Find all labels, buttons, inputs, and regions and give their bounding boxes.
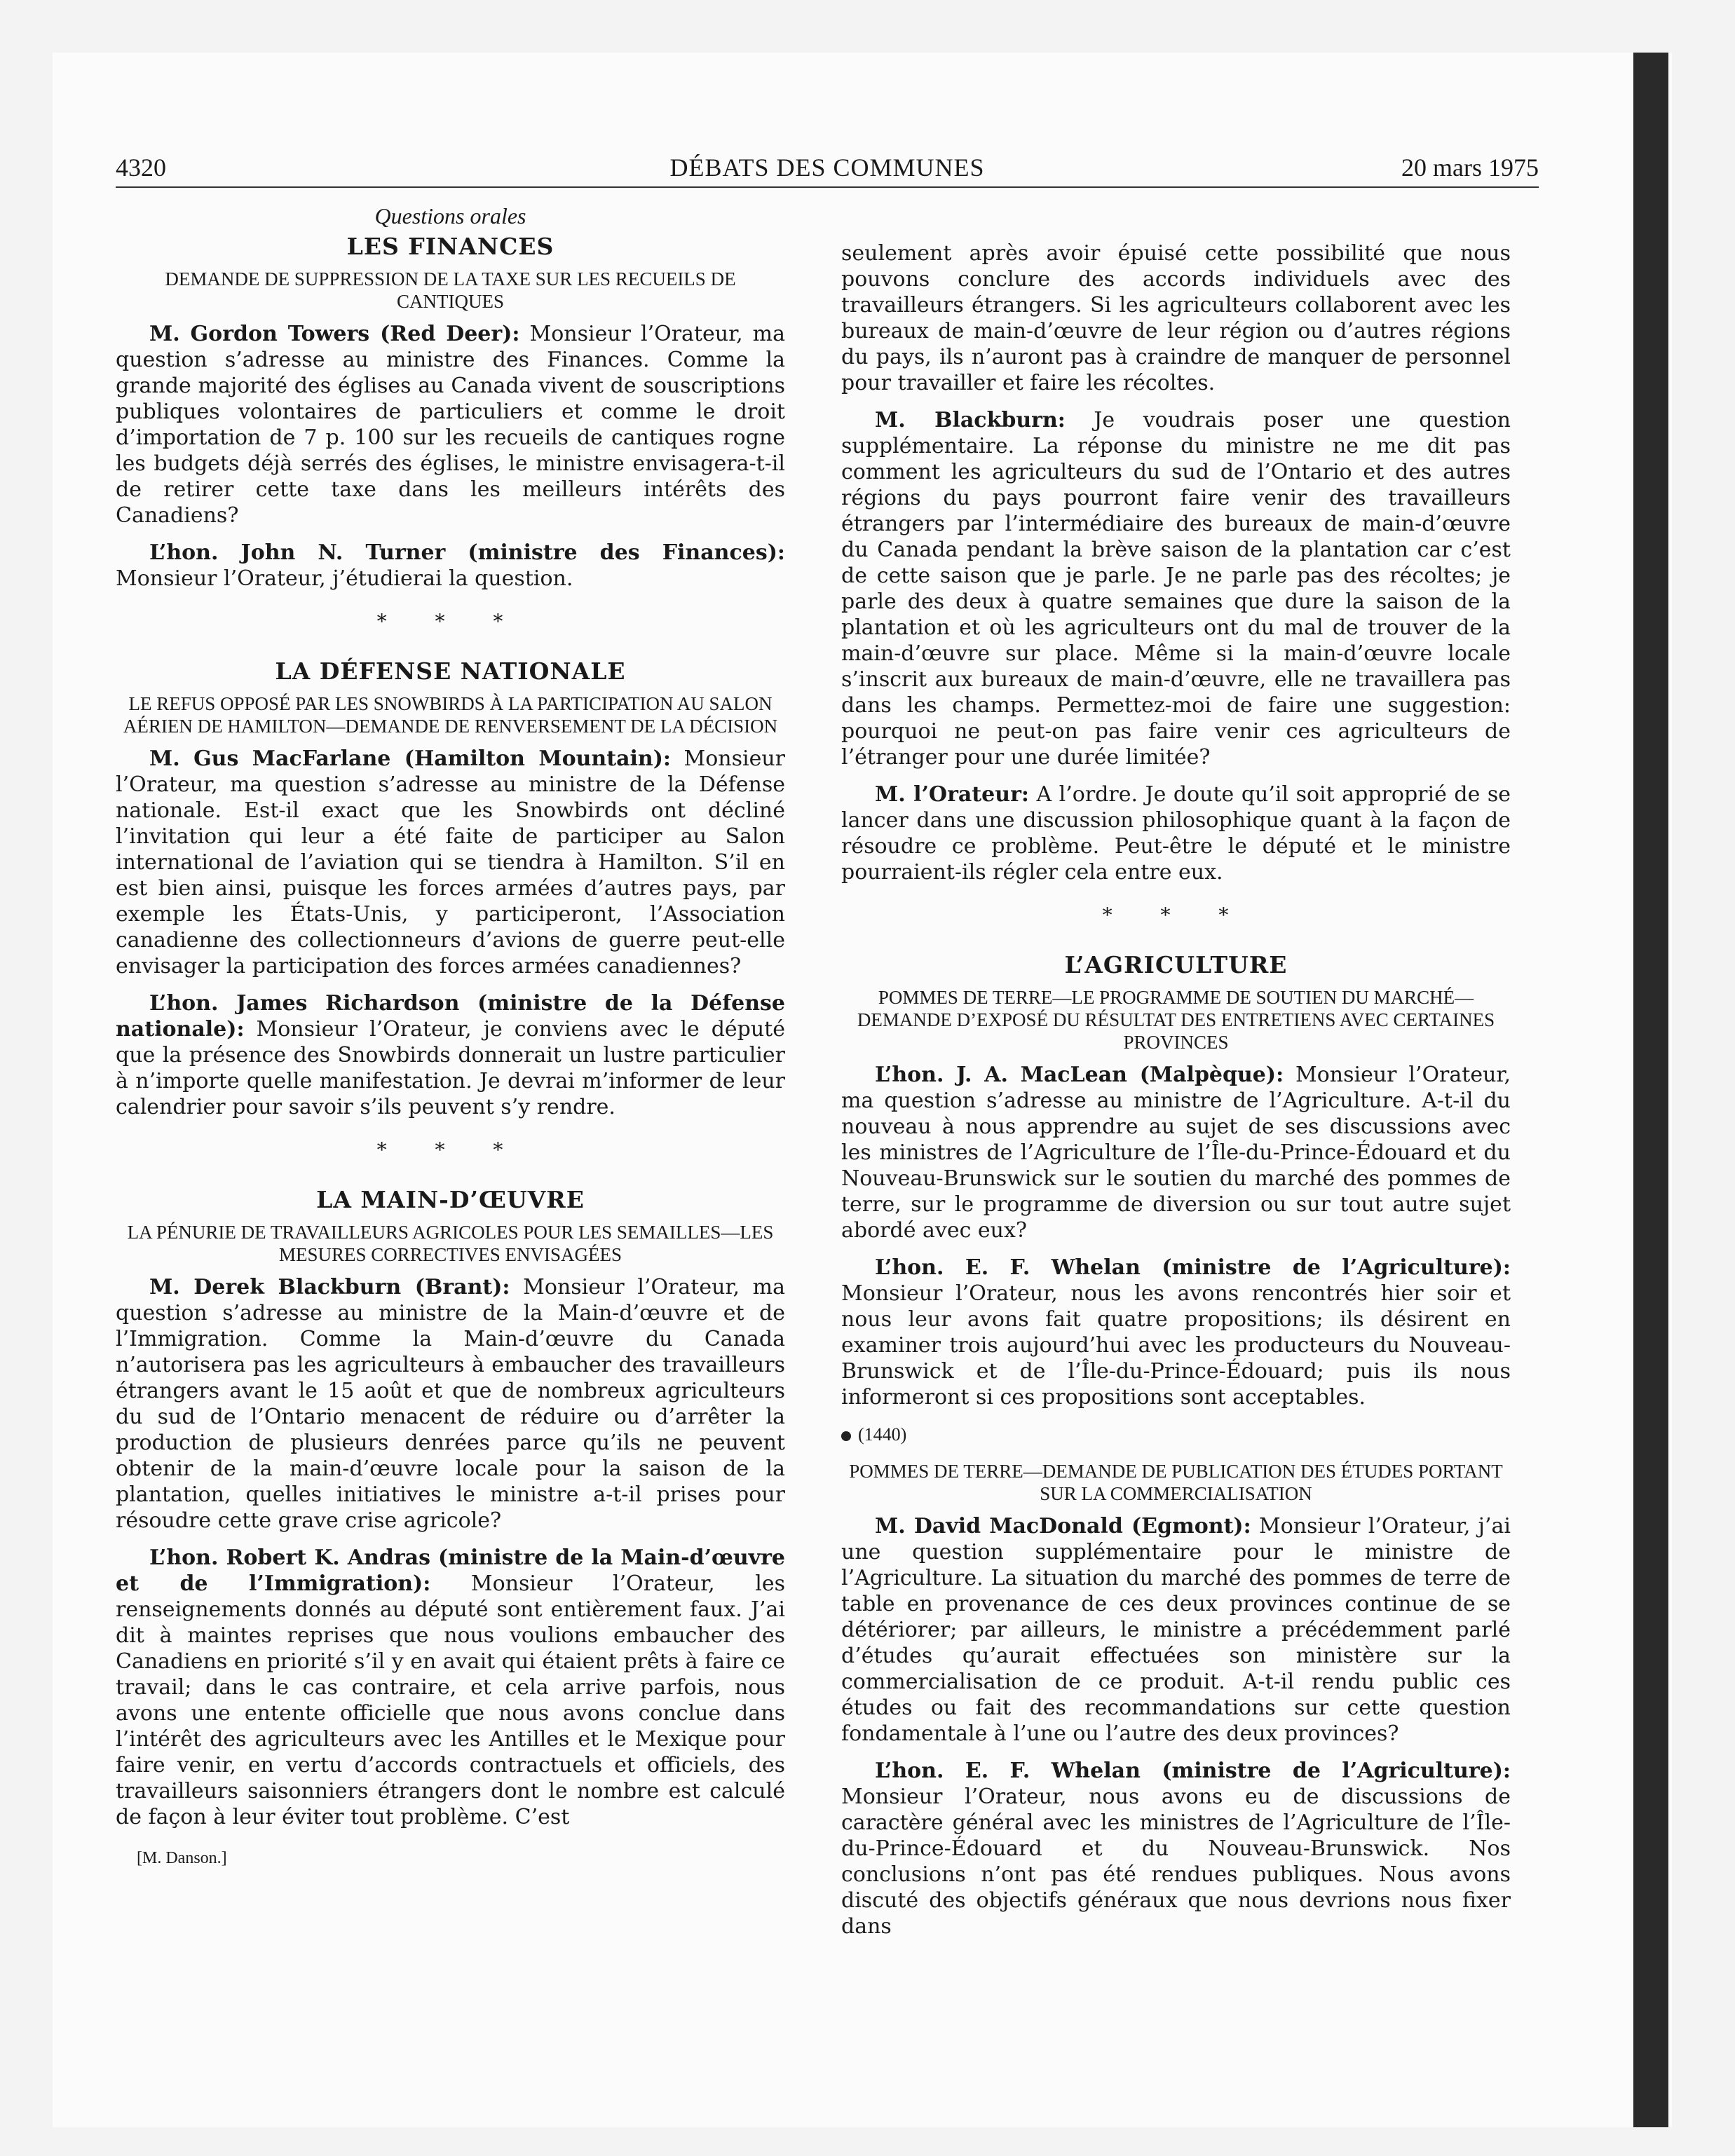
continued-paragraph bbox=[841, 240, 1511, 396]
time-marker bbox=[841, 1421, 1511, 1447]
section-separator: * * * bbox=[376, 610, 524, 633]
time-marker-label: (1440) bbox=[858, 1424, 907, 1445]
left-column bbox=[116, 203, 785, 1871]
speaker-name: M. Blackburn: bbox=[875, 408, 1066, 432]
subtitle-commercialisation: POMMES DE TERRE—DEMANDE DE PUBLICATION DES ÉTUDES PORTANT SUR LA COMMERCIALISATION bbox=[849, 1461, 1503, 1504]
speech-text: A l’ordre. Je doute qu’il soit approprié de se lancer dans une discussion philosophique quant à la façon de résoudre ce problème. Peut-être le député et le ministre pourraient-ils régler cela entre eux. bbox=[841, 782, 1511, 885]
speech-text: Monsieur l’Orateur, les renseignements donnés au député sont entièrement faux. J’ai dit à maintes reprises que nous voulions embaucher des Canadiens en priorité s’il y en avait qui étaient prêts à faire ce travail; dans le cas contraire, et cela arrive parfois, nous avons une entente officielle que nous avons conclue dans l’intérêt des agriculteurs avec les Antilles et le Mexique pour faire venir, en vertu d’accords contractuels et officiels, des travailleurs saisonniers étrangers dont le nombre est calculé de façon à leur éviter tout problème. C’est bbox=[116, 1571, 786, 1829]
speech-text: Monsieur l’Orateur, nous les avons rencontrés hier soir et nous leur avons fait quatre propositions; ils désirent en examiner trois aujourd’hui avec les producteurs du Nouveau-Brunswick et de l’Île-du-Prince-Édouard; puis ils nous informeront si ces propositions sont acceptables. bbox=[841, 1281, 1511, 1410]
paragraph bbox=[116, 540, 785, 592]
publication-title: DÉBATS DES COMMUNES bbox=[669, 153, 985, 182]
speech-text: Monsieur l’Orateur, ma question s’adresse au ministre des Finances. Comme la grande majorité des églises au Canada vivent de souscriptions publiques volontaires de particuliers et comme le droit d’importation de 7 p. 100 sur les recueils de cantiques rogne les budgets déjà serrés des églises, le ministre envisagera-t-il de retirer cette taxe dans les meilleurs intérêts des Canadiens? bbox=[116, 322, 785, 528]
section-title-finances: LES FINANCES bbox=[346, 233, 554, 260]
speech-text: Monsieur l’Orateur, ma question s’adresse au ministre de la Main-d’œuvre et de l’Immigration. Comme la Main-d’œuvre du Canada n’autorisera pas les agriculteurs à embaucher des travailleurs étrangers avant le 15 août et que de nombreux agriculteurs du sud de l’Ontario menacent de réduire ou d’arrêter la production de plusieurs denrées parce qu’ils ne peuvent obtenir de la main-d’œuvre locale pour la saison de la plantation, quelles initiatives le ministre a-t-il prises pour résoudre cette grave crise agricole? bbox=[116, 1275, 785, 1533]
paragraph bbox=[116, 1274, 785, 1534]
footer-note: [M. Danson.] bbox=[137, 1849, 227, 1867]
speaker-name: L’hon. Robert K. Andras (ministre de la Main-d’œuvre et de l’Immigration): bbox=[116, 1546, 785, 1596]
speaker-name: L’hon. J. A. MacLean (Malpèque): bbox=[875, 1063, 1284, 1087]
paragraph bbox=[116, 746, 785, 979]
subtitle-travailleurs: LA PÉNURIE DE TRAVAILLEURS AGRICOLES POUR LES SEMAILLES—LES MESURES CORRECTIVES ENVISAGÉES bbox=[127, 1222, 774, 1265]
section-title-agriculture: L’AGRICULTURE bbox=[1064, 951, 1288, 978]
subtitle-snowbirds: LE REFUS OPPOSÉ PAR LES SNOWBIRDS À LA PARTICIPATION AU SALON AÉRIEN DE HAMILTON—DEMANDE DE RENVERSEMENT DE LA DÉCISION bbox=[123, 693, 778, 737]
paragraph bbox=[116, 321, 785, 528]
page-header bbox=[116, 153, 1539, 188]
subtitle-cantiques: DEMANDE DE SUPPRESSION DE LA TAXE SUR LES RECUEILS DE CANTIQUES bbox=[165, 268, 736, 312]
speech-text: seulement après avoir épuisé cette possibilité que nous pouvons conclure des accords individuels avec des travailleurs étrangers. Si les agriculteurs collaborent avec les bureaux de main-d’œuvre de leur région ou d’autres régions du pays, ils n’auront pas à craindre de manquer de personnel pour travailler et faire les récoltes. bbox=[841, 241, 1511, 395]
paragraph bbox=[841, 1758, 1511, 1939]
speech-text: Monsieur l’Orateur, ma question s’adresse au ministre de l’Agriculture. A-t-il du nouveau à nous apprendre au sujet de ses discussions avec les ministres de l’Agriculture de l’Île-du-Prince-Édouard et du Nouveau-Brunswick sur le soutien du marché des pommes de terre, sur le programme de diversion ou sur tout autre sujet abordé avec eux? bbox=[841, 1063, 1511, 1243]
page-number: 4320 bbox=[116, 153, 166, 182]
speaker-name: M. David MacDonald (Egmont): bbox=[875, 1514, 1251, 1538]
speaker-name: M. l’Orateur: bbox=[875, 782, 1029, 807]
speaker-name: M. Derek Blackburn (Brant): bbox=[149, 1275, 510, 1299]
speech-text: Monsieur l’Orateur, je conviens avec le député que la présence des Snowbirds donnerait un lustre particulier à n’importe quelle manifestation. Je devrai m’informer de leur calendrier pour savoir s’ils peuvent s’y rendre. bbox=[116, 1017, 785, 1119]
right-column bbox=[841, 240, 1511, 1951]
paragraph bbox=[116, 1545, 785, 1830]
speaker-name: M. Gordon Towers (Red Deer): bbox=[149, 322, 520, 346]
section-separator: * * * bbox=[376, 1138, 524, 1161]
paragraph bbox=[841, 407, 1511, 770]
section-separator: * * * bbox=[1102, 903, 1250, 927]
paragraph bbox=[841, 1062, 1511, 1243]
scan-edge bbox=[1633, 53, 1668, 2127]
speaker-name: L’hon. E. F. Whelan (ministre de l’Agriculture): bbox=[875, 1255, 1511, 1280]
paragraph bbox=[841, 1255, 1511, 1410]
paragraph bbox=[116, 990, 785, 1120]
speaker-name: L’hon. James Richardson (ministre de la Défense nationale): bbox=[116, 991, 785, 1042]
speech-text: Je voudrais poser une question supplémentaire. La réponse du ministre ne me dit pas comment les agriculteurs du sud de l’Ontario et des autres régions du pays pourront faire venir des travailleurs étrangers par l’intermédiaire des bureaux de main-d’œuvre du Canada pendant la brève saison de la plantation car c’est de cette saison que je parle. Je ne parle pas des récoltes; je parle des deux à quatre semaines que dure la saison de la plantation et où les agriculteurs ont du mal de trouver de la main-d’œuvre sur place. Même si la main-d’œuvre locale s’inscrit aux bureaux de main-d’œuvre, elle ne travaillera pas dans les champs. Permettez-moi de faire une suggestion: pourquoi ne peut-on pas faire venir ces agriculteurs de l’étranger pour une durée limitée? bbox=[841, 408, 1511, 770]
rubric: Questions orales bbox=[374, 203, 526, 228]
paragraph bbox=[841, 1513, 1511, 1747]
speech-text: Monsieur l’Orateur, j’étudierai la question. bbox=[116, 566, 573, 591]
speech-text: Monsieur l’Orateur, ma question s’adresse au ministre de la Défense nationale. Est-il exact que les Snowbirds ont décliné l’invitation qui leur a été faite de participer au Salon international de l’aviation qui se tiendra à Hamilton. S’il en est bien ainsi, puisque les forces armées d’autres pays, par exemple les États-Unis, y participeront, l’Association canadienne des collectionneurs d’avions de guerre peut-elle envisager la participation des forces armées canadiennes? bbox=[116, 746, 785, 978]
speaker-name: L’hon. John N. Turner (ministre des Finances): bbox=[149, 540, 785, 565]
issue-date: 20 mars 1975 bbox=[1401, 153, 1539, 182]
section-title-main-doeuvre: LA MAIN-D’ŒUVRE bbox=[316, 1186, 585, 1213]
paragraph bbox=[841, 782, 1511, 885]
speaker-name: L’hon. E. F. Whelan (ministre de l’Agriculture): bbox=[875, 1759, 1511, 1783]
speaker-name: M. Gus MacFarlane (Hamilton Mountain): bbox=[149, 746, 671, 771]
bullet-icon bbox=[841, 1431, 851, 1441]
speech-text: Monsieur l’Orateur, j’ai une question supplémentaire pour le ministre de l’Agriculture. La situation du marché des pommes de terre de table en provenance de ces deux provinces continue de se détériorer; par ailleurs, le ministre a précédemment parlé d’études qu’aurait effectuées son ministère sur la commercialisation de ce produit. A-t-il rendu public ces études ou fait des recommandations sur cette question fondamentale à l’une ou l’autre des deux provinces? bbox=[841, 1514, 1511, 1746]
subtitle-pommes-de-terre: POMMES DE TERRE—LE PROGRAMME DE SOUTIEN DU MARCHÉ—DEMANDE D’EXPOSÉ DU RÉSULTAT DES ENTRETIENS AVEC CERTAINES PROVINCES bbox=[857, 987, 1495, 1053]
section-title-defense: LA DÉFENSE NATIONALE bbox=[275, 657, 626, 685]
speech-text: Monsieur l’Orateur, nous avons eu de discussions de caractère général avec les ministres de l’Agriculture de l’Île-du-Prince-Édouard et du Nouveau-Brunswick. Nos conclusions n’ont pas été rendues publiques. Nous avons discuté des objectifs généraux que nous devrions nous fixer dans bbox=[841, 1785, 1511, 1939]
